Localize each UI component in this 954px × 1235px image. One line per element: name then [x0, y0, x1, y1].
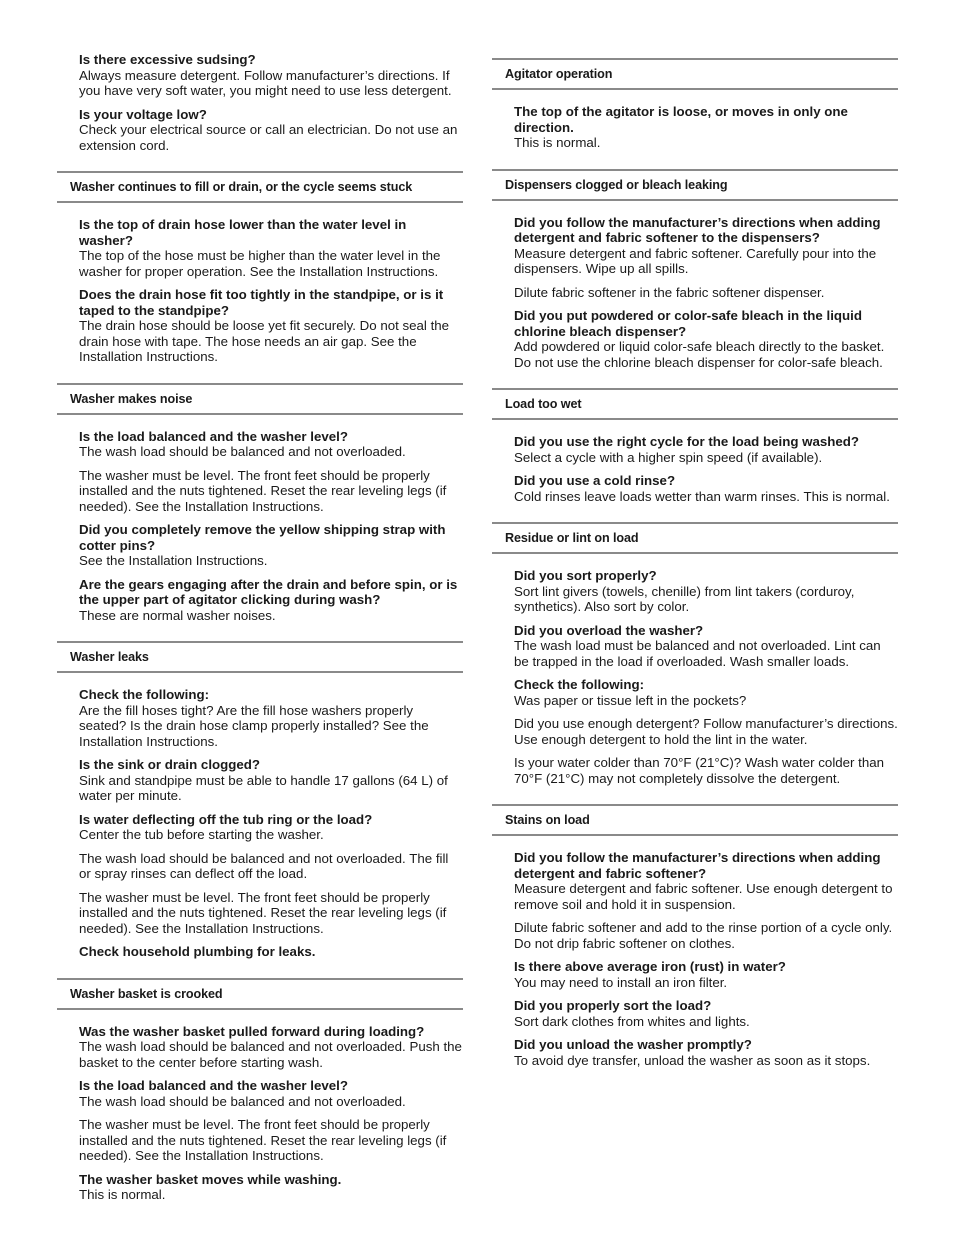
troubleshooting-entry: [57, 52, 463, 99]
answer-text: Sort dark clothes from whites and lights.: [514, 1013, 750, 1029]
answer-text: You may need to install an iron filter.: [514, 974, 728, 990]
answer-text: Was paper or tissue left in the pockets?: [514, 692, 747, 708]
question-text: Is the load balanced and the washer level?: [79, 428, 348, 444]
answer-text: Dilute fabric softener in the fabric softener dispenser.: [514, 284, 825, 300]
question-text: Did you overload the washer?: [514, 622, 704, 638]
troubleshooting-section: [492, 58, 898, 151]
troubleshooting-entry: [57, 217, 463, 279]
troubleshooting-entry: [57, 287, 463, 365]
answer-text: Did you use enough detergent? Follow manufacturer’s directions. Use enough detergent to hold the lint in the water.: [514, 716, 898, 747]
troubleshooting-section: [492, 522, 898, 786]
question-text: Did you unload the washer promptly?: [514, 1037, 752, 1052]
troubleshooting-entry: [492, 959, 898, 990]
answer-text: This is normal.: [79, 1187, 166, 1202]
section-header: Load too wet: [492, 388, 898, 420]
question-text: Is water deflecting off the tub ring or the load?: [79, 811, 373, 827]
troubleshooting-entry: [492, 850, 898, 951]
answer-text: Select a cycle with a higher spin speed (if available).: [514, 449, 823, 465]
troubleshooting-entry: [57, 1078, 463, 1164]
section-header: Washer leaks: [57, 641, 463, 673]
answer-text: The wash load should be balanced and not overloaded.: [79, 1093, 406, 1109]
troubleshooting-entry: [57, 107, 463, 154]
question-text: Is there above average iron (rust) in water?: [514, 959, 786, 974]
question-text: Check the following:: [79, 687, 210, 702]
question-text: Does the drain hose fit too tightly in the standpipe, or is it taped to the standpipe?: [79, 287, 444, 318]
troubleshooting-entry: [492, 215, 898, 301]
question-text: Did you use the right cycle for the load being washed?: [514, 434, 860, 449]
troubleshooting-entry: [57, 812, 463, 937]
answer-text: The washer must be level. The front feet should be properly installed and the nuts tightened. Reset the rear leveling legs (if needed). See the Installation Instructions.: [79, 1117, 447, 1163]
troubleshooting-entry: [492, 1037, 898, 1068]
question-text: Is the sink or drain clogged?: [79, 757, 261, 772]
answer-text: Are the fill hoses tight? Are the fill hose washers properly seated? Is the drain hose clamp properly installed? See the Installation Instructions.: [79, 702, 429, 749]
question-text: Did you properly sort the load?: [514, 998, 712, 1013]
answer-text: Measure detergent and fabric softener. Use enough detergent to remove soil and hold it in suspension.: [514, 881, 893, 912]
question-text: Is the top of drain hose lower than the water level in washer?: [79, 217, 407, 248]
troubleshooting-entry: [57, 757, 463, 804]
answer-text: See the Installation Instructions.: [79, 553, 268, 568]
answer-text: Sink and standpipe must be able to handle 17 gallons (64 L) of water per minute.: [79, 772, 448, 803]
answer-text: Cold rinses leave loads wetter than warm rinses. This is normal.: [514, 488, 890, 504]
question-text: Did you use a cold rinse?: [514, 473, 676, 488]
troubleshooting-entry: [492, 104, 898, 151]
question-text: Is there excessive sudsing?: [79, 52, 256, 67]
troubleshooting-section: [492, 804, 898, 1068]
answer-text: Center the tub before starting the washer.: [79, 827, 324, 842]
troubleshooting-entry: [57, 577, 463, 624]
troubleshooting-entry: [492, 473, 898, 504]
answer-text: The washer must be level. The front feet should be properly installed and the nuts tightened. Reset the rear leveling legs (if needed). See the Installation Instructions.: [79, 467, 447, 514]
troubleshooting-entry: [492, 998, 898, 1029]
answer-text: The wash load should be balanced and not overloaded. Push the basket to the center before starting wash.: [79, 1039, 462, 1070]
right-column: [492, 58, 898, 1076]
answer-text: The drain hose should be loose yet fit securely. Do not seal the drain hose with tape. The hose needs an air gap. See the Installation Instructions.: [79, 318, 450, 364]
troubleshooting-entry: [57, 1172, 463, 1203]
answer-text: Dilute fabric softener and add to the rinse portion of a cycle only. Do not drip fabric softener on clothes.: [514, 920, 893, 951]
question-text: Did you put powdered or color-safe bleach in the liquid chlorine bleach dispenser?: [514, 308, 862, 339]
troubleshooting-section: [492, 169, 898, 371]
troubleshooting-entry: [57, 1024, 463, 1071]
question-text: Check the following:: [514, 677, 645, 692]
question-text: Is your voltage low?: [79, 106, 207, 122]
answer-text: Sort lint givers (towels, chenille) from lint takers (corduroy, synthetics). Also sort by color.: [514, 583, 855, 614]
answer-text: The wash load should be balanced and not overloaded. The fill or spray rinses can deflect off the load.: [79, 850, 449, 881]
question-text: Check household plumbing for leaks.: [79, 944, 316, 959]
question-text: Are the gears engaging after the drain and before spin, or is the upper part of agitator clicking during wash?: [79, 576, 458, 607]
section-header: Dispensers clogged or bleach leaking: [492, 169, 898, 201]
answer-text: The wash load must be balanced and not overloaded. Lint can be trapped in the load if overloaded. Wash smaller loads.: [514, 638, 881, 669]
troubleshooting-section: [57, 383, 463, 624]
troubleshooting-section: [492, 388, 898, 504]
answer-text: Measure detergent and fabric softener. Carefully pour into the dispensers. Wipe up all spills.: [514, 245, 877, 276]
answer-text: The wash load should be balanced and not overloaded.: [79, 444, 406, 459]
answer-text: These are normal washer noises.: [79, 607, 276, 623]
section-header: Agitator operation: [492, 58, 898, 90]
answer-text: Check your electrical source or call an electrician. Do not use an extension cord.: [79, 122, 458, 153]
troubleshooting-entry: [57, 429, 463, 515]
question-text: Did you follow the manufacturer’s directions when adding detergent and fabric softener?: [514, 850, 881, 881]
section-header: Stains on load: [492, 804, 898, 836]
answer-text: Is your water colder than 70°F (21°C)? Wash water colder than 70°F (21°C) may not completely dissolve the detergent.: [514, 755, 885, 786]
answer-text: The washer must be level. The front feet should be properly installed and the nuts tightened. Reset the rear leveling legs (if needed). See the Installation Instructions.: [79, 889, 447, 936]
question-text: Did you follow the manufacturer’s directions when adding detergent and fabric softener to the dispensers?: [514, 214, 881, 245]
section-header: Washer basket is crooked: [57, 978, 463, 1010]
question-text: Did you completely remove the yellow shipping strap with cotter pins?: [79, 522, 446, 553]
troubleshooting-entry: [492, 434, 898, 465]
section-header: Residue or lint on load: [492, 522, 898, 554]
answer-text: Add powdered or liquid color-safe bleach directly to the basket. Do not use the chlorine bleach dispenser for color-safe bleach.: [514, 339, 885, 370]
troubleshooting-entry: [57, 522, 463, 569]
section-header: Washer continues to fill or drain, or the cycle seems stuck: [57, 171, 463, 203]
question-text: The top of the agitator is loose, or moves in only one direction.: [514, 104, 848, 135]
answer-text: Always measure detergent. Follow manufacturer’s directions. If you have very soft water, you might need to use less detergent.: [79, 67, 452, 98]
troubleshooting-entry: [492, 308, 898, 370]
answer-text: This is normal.: [514, 135, 601, 150]
question-text: Is the load balanced and the washer level?: [79, 1078, 348, 1093]
troubleshooting-entry: [492, 623, 898, 670]
answer-text: The top of the hose must be higher than the water level in the washer for proper operation. See the Installation Instructions.: [79, 248, 441, 279]
troubleshooting-entry: [492, 677, 898, 786]
troubleshooting-section: [57, 641, 463, 960]
troubleshooting-entry: [492, 568, 898, 615]
question-text: The washer basket moves while washing.: [79, 1171, 342, 1187]
answer-text: To avoid dye transfer, unload the washer as soon as it stops.: [514, 1052, 871, 1068]
troubleshooting-section: [57, 171, 463, 365]
question-text: Did you sort properly?: [514, 568, 657, 583]
left-column: [57, 52, 463, 1211]
troubleshooting-section: [57, 978, 463, 1203]
troubleshooting-entry: [57, 944, 463, 960]
question-text: Was the washer basket pulled forward during loading?: [79, 1023, 425, 1039]
section-header: Washer makes noise: [57, 383, 463, 415]
troubleshooting-entry: [57, 687, 463, 749]
